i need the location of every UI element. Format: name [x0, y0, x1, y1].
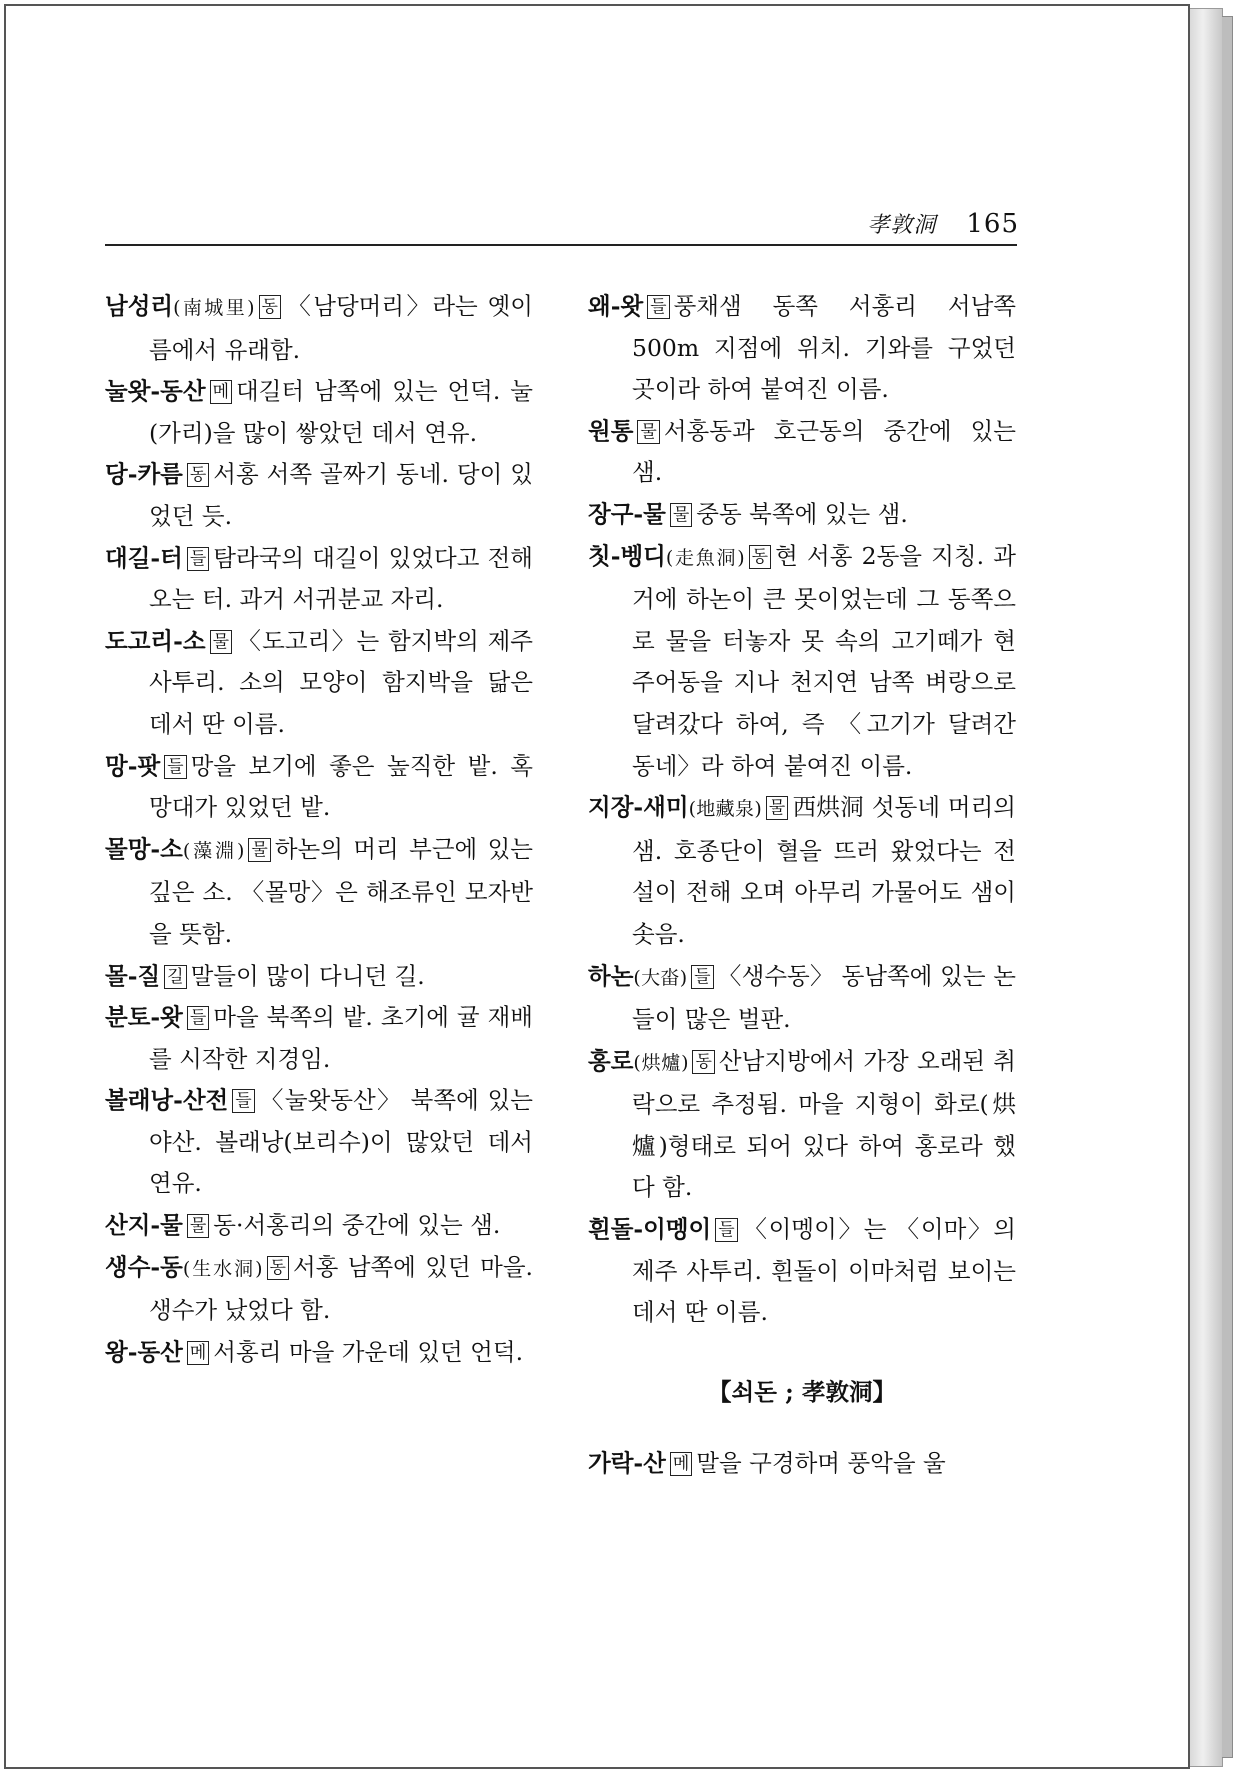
entry-definition: 서홍 남쪽에 있던 마을. 생수가 났었다 함.	[149, 1252, 533, 1325]
entry-headword: 왜-왓	[588, 292, 644, 320]
entry-hanja: (藻淵)	[182, 839, 245, 862]
entry-category-tag: 메	[210, 380, 232, 404]
entry-category-tag: 길	[164, 965, 186, 989]
entry-headword: 가락-산	[588, 1449, 666, 1478]
entry-definition: 말들이 많이 다니던 길.	[190, 961, 425, 990]
dictionary-entry	[105, 956, 533, 998]
entry-headword: 분토-왓	[105, 1003, 183, 1032]
entry-hanja: (生水洞)	[182, 1257, 263, 1280]
entry-definition: 서홍동과 호근동의 중간에 있는 샘.	[632, 416, 1016, 487]
entry-headword: 홍로	[588, 1046, 634, 1075]
entry-definition: 〈생수동〉 동남쪽에 있는 논들이 많은 벌판.	[632, 961, 1017, 1034]
entry-category-tag: 들	[647, 295, 669, 319]
entry-category-tag: 들	[232, 1089, 254, 1113]
entry-headword: 생수-동	[105, 1252, 183, 1281]
entry-headword: 지장-새미	[588, 793, 689, 822]
entry-headword: 흰돌-이멩이	[588, 1215, 712, 1244]
entry-definition: 〈남당머리〉라는 옛이름에서 유래함.	[149, 292, 534, 364]
entry-category-tag: 들	[691, 965, 713, 989]
dictionary-entry	[105, 286, 533, 371]
entry-definition: 西烘洞 섯동네 머리의 샘. 호종단이 혈을 뜨러 왔었다는 전설이 전해 오며 아무리 가물어도 샘이 솟음.	[632, 793, 1016, 948]
entry-category-tag: 메	[670, 1452, 692, 1476]
dictionary-entry	[588, 1443, 1016, 1485]
entry-definition: 서홍 서쪽 골짜기 동네. 당이 있었던 듯.	[149, 460, 533, 530]
right-entries	[588, 286, 1016, 1334]
entry-definition: 〈도고리〉는 함지박의 제주 사투리. 소의 모양이 함지박을 닮은 데서 딴 이름.	[149, 626, 533, 738]
dictionary-entry	[105, 538, 533, 621]
left-column	[105, 286, 533, 1373]
dictionary-entry	[588, 787, 1016, 955]
entry-definition: 현 서홍 2동을 지칭. 과거에 하논이 큰 못이었는데 그 동쪽으로 물을 터놓자 못 속의 고기떼가 현 주어동을 지나 천지연 남쪽 벼랑으로 달려갔다 하여, 즉 〈고기가 달려간 동네〉라 하여 붙여진 이름.	[632, 541, 1016, 780]
entry-category-tag: 메	[187, 1341, 209, 1365]
entry-category-tag: 물	[248, 838, 270, 862]
dictionary-entry	[588, 494, 1016, 536]
entry-definition: 중동 북쪽에 있는 샘.	[696, 499, 908, 528]
entry-headword: 왕-동산	[105, 1337, 183, 1366]
right-entries-after	[588, 1443, 1016, 1485]
entry-category-tag: 동	[267, 1256, 289, 1280]
entry-category-tag: 물	[670, 503, 692, 527]
entry-headword: 볼래낭-산전	[105, 1086, 229, 1115]
entry-definition: 탐라국의 대길이 있었다고 전해 오는 터. 과거 서귀분교 자리.	[149, 543, 533, 614]
entry-definition: 〈눌왓동산〉 북쪽에 있는 야산. 볼래낭(보리수)이 많았던 데서 연유.	[149, 1086, 533, 1198]
entry-hanja: (烘爐)	[633, 1051, 689, 1074]
dictionary-entry	[105, 1080, 533, 1205]
entry-headword: 몰망-소	[105, 834, 183, 863]
dictionary-entry	[588, 536, 1016, 788]
entry-category-tag: 동	[187, 463, 209, 487]
dictionary-entry	[105, 997, 533, 1080]
dictionary-entry	[105, 1332, 533, 1374]
dictionary-entry	[588, 411, 1016, 494]
dictionary-entry	[105, 454, 533, 537]
entry-headword: 장구-물	[588, 499, 666, 528]
dictionary-entry	[105, 621, 533, 746]
entry-headword: 몰-질	[105, 961, 161, 990]
dictionary-entry	[105, 371, 533, 454]
entry-category-tag: 동	[749, 545, 771, 569]
entry-definition: 산남지방에서 가장 오래된 취락으로 추정됨. 마을 지형이 화로(烘爐)형태로 되어 있다 하여 홍로라 했다 함.	[632, 1046, 1016, 1202]
dictionary-entry	[588, 1209, 1016, 1334]
entry-headword: 눌왓-동산	[105, 377, 206, 406]
header-rule	[105, 244, 1017, 246]
running-head	[867, 208, 1019, 239]
dictionary-entry	[588, 956, 1016, 1041]
entry-category-tag: 물	[766, 796, 788, 820]
page-stack-edge	[1190, 8, 1223, 1767]
entry-hanja: (南城里)	[173, 297, 255, 319]
entry-headword: 남성리	[105, 292, 174, 320]
entry-definition: 마을 북쪽의 밭. 초기에 귤 재배를 시작한 지경임.	[149, 1003, 533, 1073]
entry-definition: 〈이멩이〉는 〈이마〉의 제주 사투리. 흰돌이 이마처럼 보이는 데서 딴 이름.	[632, 1215, 1016, 1327]
entry-hanja: (大畓)	[633, 966, 688, 989]
page-stack-edge-back	[1222, 16, 1233, 1758]
entry-definition: 대길터 남쪽에 있는 언덕. 눌(가리)을 많이 쌓았던 데서 연유.	[149, 377, 533, 447]
entry-category-tag: 물	[187, 1214, 209, 1238]
entry-category-tag: 물	[210, 630, 232, 654]
entry-headword: 산지-물	[105, 1211, 183, 1240]
entry-category-tag: 들	[164, 755, 186, 779]
chapter-title: 孝敦洞	[867, 213, 937, 238]
dictionary-entry	[105, 746, 533, 829]
dictionary-entry	[588, 1041, 1016, 1209]
entry-headword: 도고리-소	[105, 626, 206, 655]
entry-hanja: (地藏泉)	[688, 798, 762, 821]
entry-definition: 망을 보기에 좋은 높직한 밭. 혹 망대가 있었던 밭.	[149, 751, 533, 822]
entry-category-tag: 동	[692, 1050, 714, 1074]
dictionary-entry	[105, 829, 533, 956]
entry-definition: 서홍리 마을 가운데 있던 언덕.	[213, 1337, 524, 1366]
entry-category-tag: 들	[187, 1006, 209, 1030]
entry-category-tag: 동	[259, 295, 281, 319]
entry-definition: 하논의 머리 부근에 있는 깊은 소. 〈몰망〉은 해조류인 모자반을 뜻함.	[149, 834, 534, 948]
right-column	[588, 286, 1016, 1485]
entry-headword: 원통	[588, 416, 634, 445]
entry-headword: 하논	[588, 961, 634, 990]
dictionary-entry	[105, 1205, 533, 1247]
page-number: 165	[966, 209, 1019, 239]
entry-hanja: (走魚洞)	[665, 546, 745, 569]
entry-category-tag: 들	[715, 1218, 737, 1242]
entry-headword: 망-팟	[105, 751, 161, 780]
entry-category-tag: 물	[637, 420, 659, 444]
section-heading: 【쇠돈 ; 孝敦洞】	[708, 1377, 896, 1406]
entry-headword: 대길-터	[105, 543, 183, 572]
dictionary-entry	[588, 286, 1016, 411]
entry-headword: 칫-벵디	[588, 541, 666, 570]
dictionary-entry	[105, 1247, 533, 1332]
entry-definition: 말을 구경하며 풍악을 울	[696, 1449, 946, 1478]
entry-headword: 당-카름	[105, 460, 183, 489]
entry-definition: 동·서홍리의 중간에 있는 샘.	[213, 1211, 501, 1240]
entry-category-tag: 들	[187, 547, 209, 571]
entry-definition: 풍채샘 동쪽 서홍리 서남쪽 500m 지점에 위치. 기와를 구었던 곳이라 하여 붙여진 이름.	[632, 292, 1016, 404]
